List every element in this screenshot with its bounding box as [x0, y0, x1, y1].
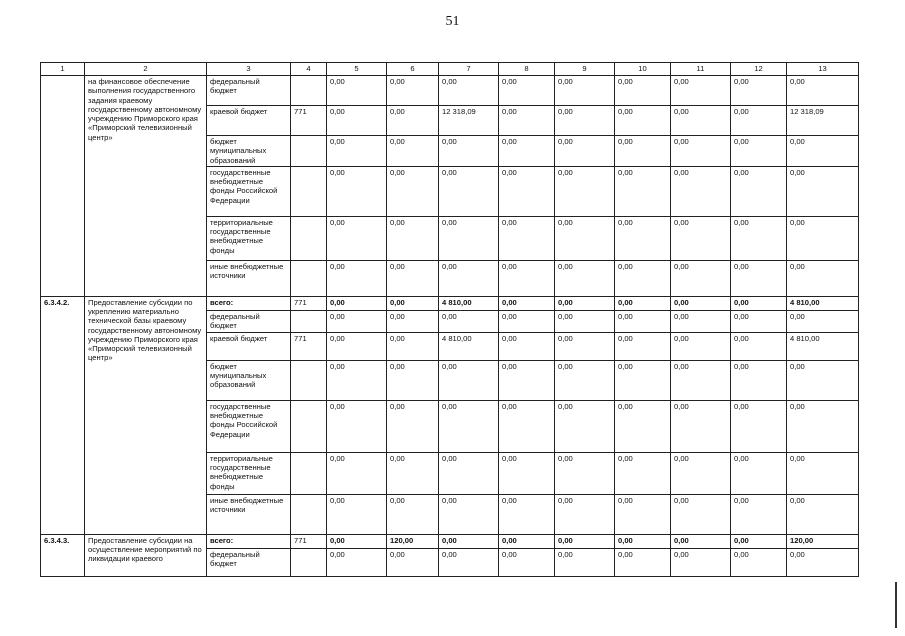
- grbs-code: [291, 166, 327, 216]
- value-cell: 0,00: [615, 106, 671, 136]
- value-cell: 0,00: [499, 360, 555, 400]
- value-cell: 0,00: [615, 136, 671, 167]
- value-cell: 0,00: [327, 548, 387, 576]
- funding-source: федеральный бюджет: [207, 548, 291, 576]
- value-cell: 0,00: [671, 106, 731, 136]
- column-header: 7: [439, 63, 499, 76]
- value-cell: 0,00: [387, 494, 439, 534]
- value-cell: 4 810,00: [439, 332, 499, 360]
- grbs-code: [291, 360, 327, 400]
- grbs-code: 771: [291, 296, 327, 310]
- value-cell: 0,00: [387, 360, 439, 400]
- value-cell: 0,00: [671, 216, 731, 260]
- funding-source: иные внебюджетные источники: [207, 494, 291, 534]
- value-cell: 4 810,00: [439, 296, 499, 310]
- funding-source: всего:: [207, 296, 291, 310]
- value-cell: 0,00: [731, 548, 787, 576]
- value-cell: 0,00: [387, 106, 439, 136]
- grbs-code: [291, 136, 327, 167]
- funding-source: территориальные государственные внебюджетные фонды: [207, 452, 291, 494]
- value-cell: 0,00: [499, 76, 555, 106]
- value-cell: 0,00: [439, 534, 499, 548]
- value-cell: 0,00: [499, 452, 555, 494]
- value-cell: 0,00: [787, 166, 859, 216]
- grbs-code: [291, 452, 327, 494]
- funding-source: краевой бюджет: [207, 332, 291, 360]
- grbs-code: 771: [291, 332, 327, 360]
- value-cell: 0,00: [555, 216, 615, 260]
- value-cell: 0,00: [499, 310, 555, 332]
- value-cell: 0,00: [555, 76, 615, 106]
- value-cell: 0,00: [787, 216, 859, 260]
- value-cell: 0,00: [731, 296, 787, 310]
- table-row: [41, 534, 859, 548]
- value-cell: 0,00: [555, 360, 615, 400]
- value-cell: 0,00: [327, 166, 387, 216]
- funding-source: бюджет муниципальных образований: [207, 360, 291, 400]
- value-cell: 0,00: [499, 400, 555, 452]
- value-cell: 0,00: [615, 400, 671, 452]
- value-cell: 0,00: [327, 494, 387, 534]
- value-cell: 0,00: [731, 534, 787, 548]
- value-cell: 0,00: [555, 452, 615, 494]
- budget-table: [40, 62, 859, 577]
- value-cell: 0,00: [327, 296, 387, 310]
- value-cell: 0,00: [671, 310, 731, 332]
- value-cell: 0,00: [499, 106, 555, 136]
- value-cell: 0,00: [499, 216, 555, 260]
- value-cell: 0,00: [439, 360, 499, 400]
- value-cell: 0,00: [731, 106, 787, 136]
- value-cell: 0,00: [671, 166, 731, 216]
- value-cell: 0,00: [787, 360, 859, 400]
- grbs-code: [291, 548, 327, 576]
- value-cell: 0,00: [327, 260, 387, 296]
- value-cell: 0,00: [327, 534, 387, 548]
- value-cell: 12 318,09: [439, 106, 499, 136]
- value-cell: 0,00: [731, 310, 787, 332]
- grbs-code: 771: [291, 106, 327, 136]
- value-cell: 0,00: [555, 310, 615, 332]
- value-cell: 0,00: [555, 260, 615, 296]
- value-cell: 0,00: [555, 548, 615, 576]
- grbs-code: [291, 400, 327, 452]
- column-header: 4: [291, 63, 327, 76]
- value-cell: 0,00: [671, 136, 731, 167]
- value-cell: 4 810,00: [787, 296, 859, 310]
- value-cell: 0,00: [731, 76, 787, 106]
- table-row: [41, 296, 859, 310]
- value-cell: 0,00: [555, 332, 615, 360]
- column-header: 13: [787, 63, 859, 76]
- value-cell: 12 318,09: [787, 106, 859, 136]
- value-cell: 0,00: [731, 166, 787, 216]
- value-cell: 0,00: [327, 400, 387, 452]
- value-cell: 0,00: [787, 260, 859, 296]
- value-cell: 0,00: [671, 76, 731, 106]
- value-cell: 0,00: [499, 494, 555, 534]
- value-cell: 0,00: [327, 452, 387, 494]
- value-cell: 0,00: [555, 400, 615, 452]
- value-cell: 0,00: [615, 260, 671, 296]
- value-cell: 0,00: [671, 548, 731, 576]
- value-cell: 0,00: [387, 310, 439, 332]
- value-cell: 0,00: [615, 548, 671, 576]
- column-header: 10: [615, 63, 671, 76]
- value-cell: 0,00: [671, 400, 731, 452]
- column-header: 5: [327, 63, 387, 76]
- value-cell: 0,00: [787, 452, 859, 494]
- value-cell: 0,00: [387, 452, 439, 494]
- value-cell: 0,00: [327, 360, 387, 400]
- value-cell: 0,00: [671, 260, 731, 296]
- funding-source: государственные внебюджетные фонды Российской Федерации: [207, 166, 291, 216]
- value-cell: 0,00: [555, 494, 615, 534]
- grbs-code: [291, 216, 327, 260]
- value-cell: 0,00: [387, 548, 439, 576]
- value-cell: 0,00: [327, 310, 387, 332]
- value-cell: 0,00: [387, 76, 439, 106]
- value-cell: 0,00: [615, 310, 671, 332]
- value-cell: 0,00: [731, 494, 787, 534]
- value-cell: 0,00: [387, 216, 439, 260]
- grbs-code: [291, 310, 327, 332]
- column-header: 12: [731, 63, 787, 76]
- value-cell: 0,00: [615, 534, 671, 548]
- grbs-code: [291, 260, 327, 296]
- value-cell: 0,00: [555, 166, 615, 216]
- value-cell: 0,00: [387, 400, 439, 452]
- value-cell: 0,00: [439, 260, 499, 296]
- funding-source: территориальные государственные внебюджетные фонды: [207, 216, 291, 260]
- funding-source: всего:: [207, 534, 291, 548]
- value-cell: 0,00: [387, 136, 439, 167]
- value-cell: 0,00: [387, 332, 439, 360]
- value-cell: 0,00: [439, 166, 499, 216]
- column-header: 1: [41, 63, 85, 76]
- funding-source: бюджет муниципальных образований: [207, 136, 291, 167]
- column-header: 3: [207, 63, 291, 76]
- value-cell: 0,00: [731, 332, 787, 360]
- value-cell: 0,00: [499, 296, 555, 310]
- value-cell: 0,00: [499, 332, 555, 360]
- scan-margin-mark: [895, 582, 897, 628]
- value-cell: 0,00: [439, 216, 499, 260]
- grbs-code: [291, 76, 327, 106]
- grbs-code: [291, 494, 327, 534]
- row-name: Предоставление субсидии по укреплению материально технической базы краевому государственному автономному учреждению Приморского края «Приморский телевизионный центр»: [85, 296, 207, 534]
- value-cell: 0,00: [787, 136, 859, 167]
- value-cell: 0,00: [555, 106, 615, 136]
- value-cell: 0,00: [787, 310, 859, 332]
- value-cell: 0,00: [439, 452, 499, 494]
- column-header: 9: [555, 63, 615, 76]
- value-cell: 0,00: [671, 534, 731, 548]
- table-row: [41, 76, 859, 106]
- value-cell: 0,00: [787, 494, 859, 534]
- value-cell: 0,00: [555, 296, 615, 310]
- funding-source: краевой бюджет: [207, 106, 291, 136]
- value-cell: 0,00: [499, 548, 555, 576]
- funding-source: федеральный бюджет: [207, 76, 291, 106]
- column-header: 2: [85, 63, 207, 76]
- row-code: 6.3.4.2.: [41, 296, 85, 534]
- value-cell: 120,00: [387, 534, 439, 548]
- value-cell: 0,00: [499, 534, 555, 548]
- value-cell: 0,00: [671, 296, 731, 310]
- value-cell: 0,00: [787, 548, 859, 576]
- column-header: 8: [499, 63, 555, 76]
- value-cell: 0,00: [439, 494, 499, 534]
- value-cell: 0,00: [499, 260, 555, 296]
- value-cell: 0,00: [731, 216, 787, 260]
- value-cell: 0,00: [327, 216, 387, 260]
- value-cell: 0,00: [387, 260, 439, 296]
- value-cell: 0,00: [327, 332, 387, 360]
- value-cell: 0,00: [615, 216, 671, 260]
- value-cell: 0,00: [787, 76, 859, 106]
- value-cell: 0,00: [615, 332, 671, 360]
- row-name: на финансовое обеспечение выполнения государственного задания краевому государственному автономному учреждению Приморского края «Приморский телевизионный центр»: [85, 76, 207, 297]
- value-cell: 0,00: [555, 534, 615, 548]
- value-cell: 0,00: [327, 76, 387, 106]
- value-cell: 0,00: [327, 136, 387, 167]
- grbs-code: 771: [291, 534, 327, 548]
- column-header: 6: [387, 63, 439, 76]
- value-cell: 0,00: [615, 494, 671, 534]
- value-cell: 0,00: [731, 136, 787, 167]
- value-cell: 0,00: [499, 166, 555, 216]
- value-cell: 0,00: [555, 136, 615, 167]
- row-code: 6.3.4.3.: [41, 534, 85, 576]
- value-cell: 0,00: [671, 360, 731, 400]
- value-cell: 0,00: [615, 296, 671, 310]
- value-cell: 0,00: [439, 76, 499, 106]
- funding-source: федеральный бюджет: [207, 310, 291, 332]
- value-cell: 4 810,00: [787, 332, 859, 360]
- value-cell: 0,00: [731, 452, 787, 494]
- value-cell: 120,00: [787, 534, 859, 548]
- value-cell: 0,00: [671, 494, 731, 534]
- value-cell: 0,00: [615, 76, 671, 106]
- value-cell: 0,00: [387, 166, 439, 216]
- funding-source: иные внебюджетные источники: [207, 260, 291, 296]
- value-cell: 0,00: [731, 260, 787, 296]
- funding-source: государственные внебюджетные фонды Российской Федерации: [207, 400, 291, 452]
- value-cell: 0,00: [439, 136, 499, 167]
- value-cell: 0,00: [615, 452, 671, 494]
- value-cell: 0,00: [731, 400, 787, 452]
- value-cell: 0,00: [439, 400, 499, 452]
- value-cell: 0,00: [327, 106, 387, 136]
- value-cell: 0,00: [787, 400, 859, 452]
- value-cell: 0,00: [499, 136, 555, 167]
- row-name: Предоставление субсидии на осуществление мероприятий по ликвидации краевого: [85, 534, 207, 576]
- value-cell: 0,00: [731, 360, 787, 400]
- value-cell: 0,00: [615, 166, 671, 216]
- value-cell: 0,00: [671, 452, 731, 494]
- value-cell: 0,00: [439, 310, 499, 332]
- value-cell: 0,00: [387, 296, 439, 310]
- value-cell: 0,00: [615, 360, 671, 400]
- column-header: 11: [671, 63, 731, 76]
- column-number-row: [41, 63, 859, 76]
- value-cell: 0,00: [671, 332, 731, 360]
- value-cell: 0,00: [439, 548, 499, 576]
- row-code: [41, 76, 85, 297]
- page-number: 51: [445, 14, 460, 29]
